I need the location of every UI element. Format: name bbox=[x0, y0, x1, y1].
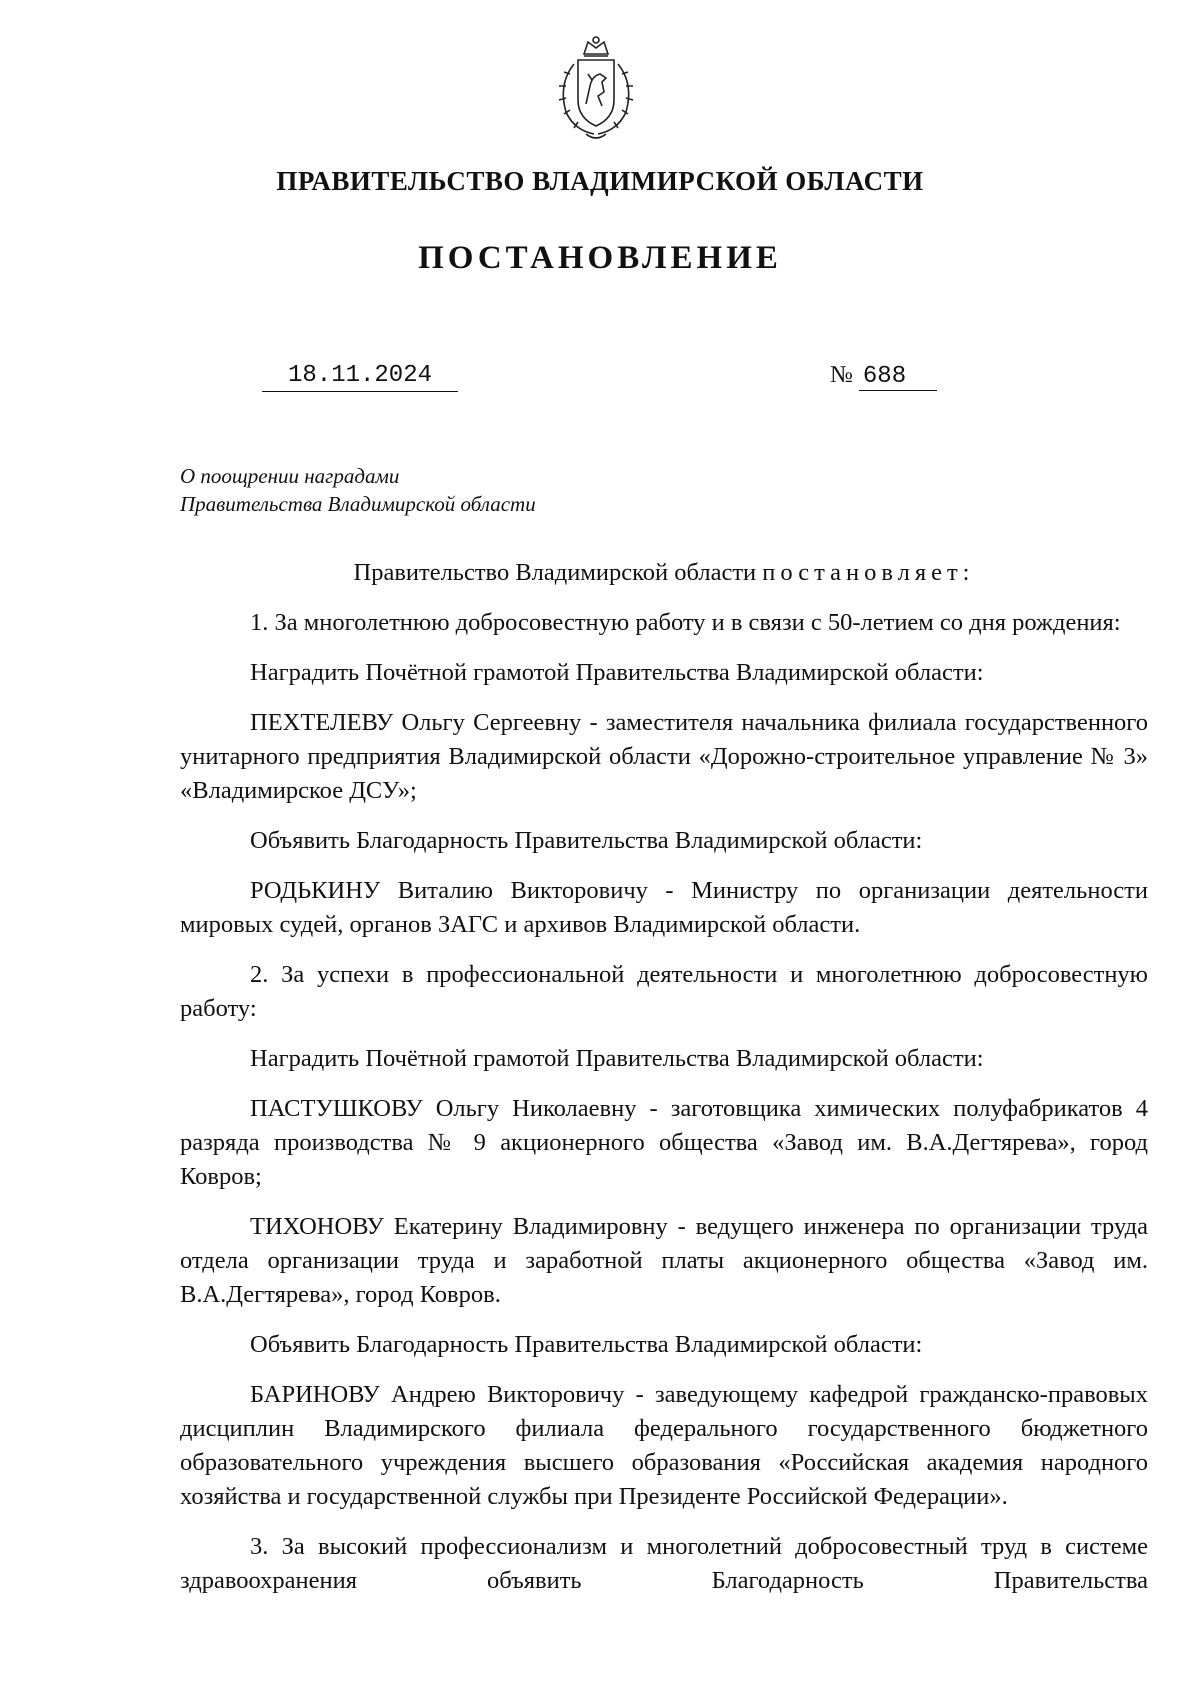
document-subject bbox=[180, 462, 536, 518]
document-number bbox=[830, 362, 937, 391]
awardee-entry: ПЕХТЕЛЕВУ Ольгу Сергеевну - заместителя начальника филиала государственного унитарного предприятия Владимирской области «Дорожно-строительное управление № 3» «Владимирское ДСУ»; bbox=[180, 709, 1148, 804]
subject-line: О поощрении наградами bbox=[180, 464, 400, 488]
preamble bbox=[180, 556, 1148, 590]
subject-line: Правительства Владимирской области bbox=[180, 492, 536, 516]
number-sign: № bbox=[830, 362, 853, 388]
government-title: ПРАВИТЕЛЬСТВО ВЛАДИМИРСКОЙ ОБЛАСТИ bbox=[276, 166, 924, 196]
awardee-entry: ПАСТУШКОВУ Ольгу Николаевну - заготовщика химических полуфабрикатов 4 разряда производства № 9 акционерного общества «Завод им. В.А.Дегтярева», город Ковров; bbox=[180, 1095, 1148, 1190]
awardee-entry: РОДЬКИНУ Виталию Викторовичу - Министру по организации деятельности мировых судей, органов ЗАГС и архивов Владимирской области. bbox=[180, 877, 1148, 938]
number-value: 688 bbox=[859, 363, 937, 391]
awardee-entry: БАРИНОВУ Андрею Викторовичу - заведующему кафедрой гражданско-правовых дисциплин Владимирского филиала федерального государственного бюджетного образовательного учреждения высшего образования «Российская академия народного хозяйства и государственной службы при Президенте Российской Федерации». bbox=[180, 1381, 1148, 1510]
clause-3: 3. За высокий профессионализм и многолетний добросовестный труд в системе здравоохранения объявить Благодарность Правительства bbox=[180, 1533, 1148, 1594]
awardee-entry: ТИХОНОВУ Екатерину Владимировну - ведущего инженера по организации труда отдела организации труда и заработной платы акционерного общества «Завод им. В.А.Дегтярева», город Ковров. bbox=[180, 1213, 1148, 1308]
preamble-verb: постановляет: bbox=[762, 559, 975, 586]
award-heading: Наградить Почётной грамотой Правительства Владимирской области: bbox=[250, 659, 984, 686]
clause-1: 1. За многолетнюю добросовестную работу и в связи с 50-летием со дня рождения: bbox=[250, 609, 1121, 636]
thanks-heading: Объявить Благодарность Правительства Владимирской области: bbox=[250, 1331, 923, 1358]
thanks-heading: Объявить Благодарность Правительства Владимирской области: bbox=[250, 827, 923, 854]
award-heading: Наградить Почётной грамотой Правительства Владимирской области: bbox=[250, 1045, 984, 1072]
coat-of-arms-icon bbox=[548, 34, 644, 144]
clause-2: 2. За успехи в профессиональной деятельности и многолетнюю добросовестную работу: bbox=[180, 961, 1148, 1022]
preamble-text: Правительство Владимирской области bbox=[353, 559, 763, 586]
document-date: 18.11.2024 bbox=[262, 362, 458, 392]
document-type: ПОСТАНОВЛЕНИЕ bbox=[418, 240, 782, 276]
document-body bbox=[180, 556, 1148, 1614]
